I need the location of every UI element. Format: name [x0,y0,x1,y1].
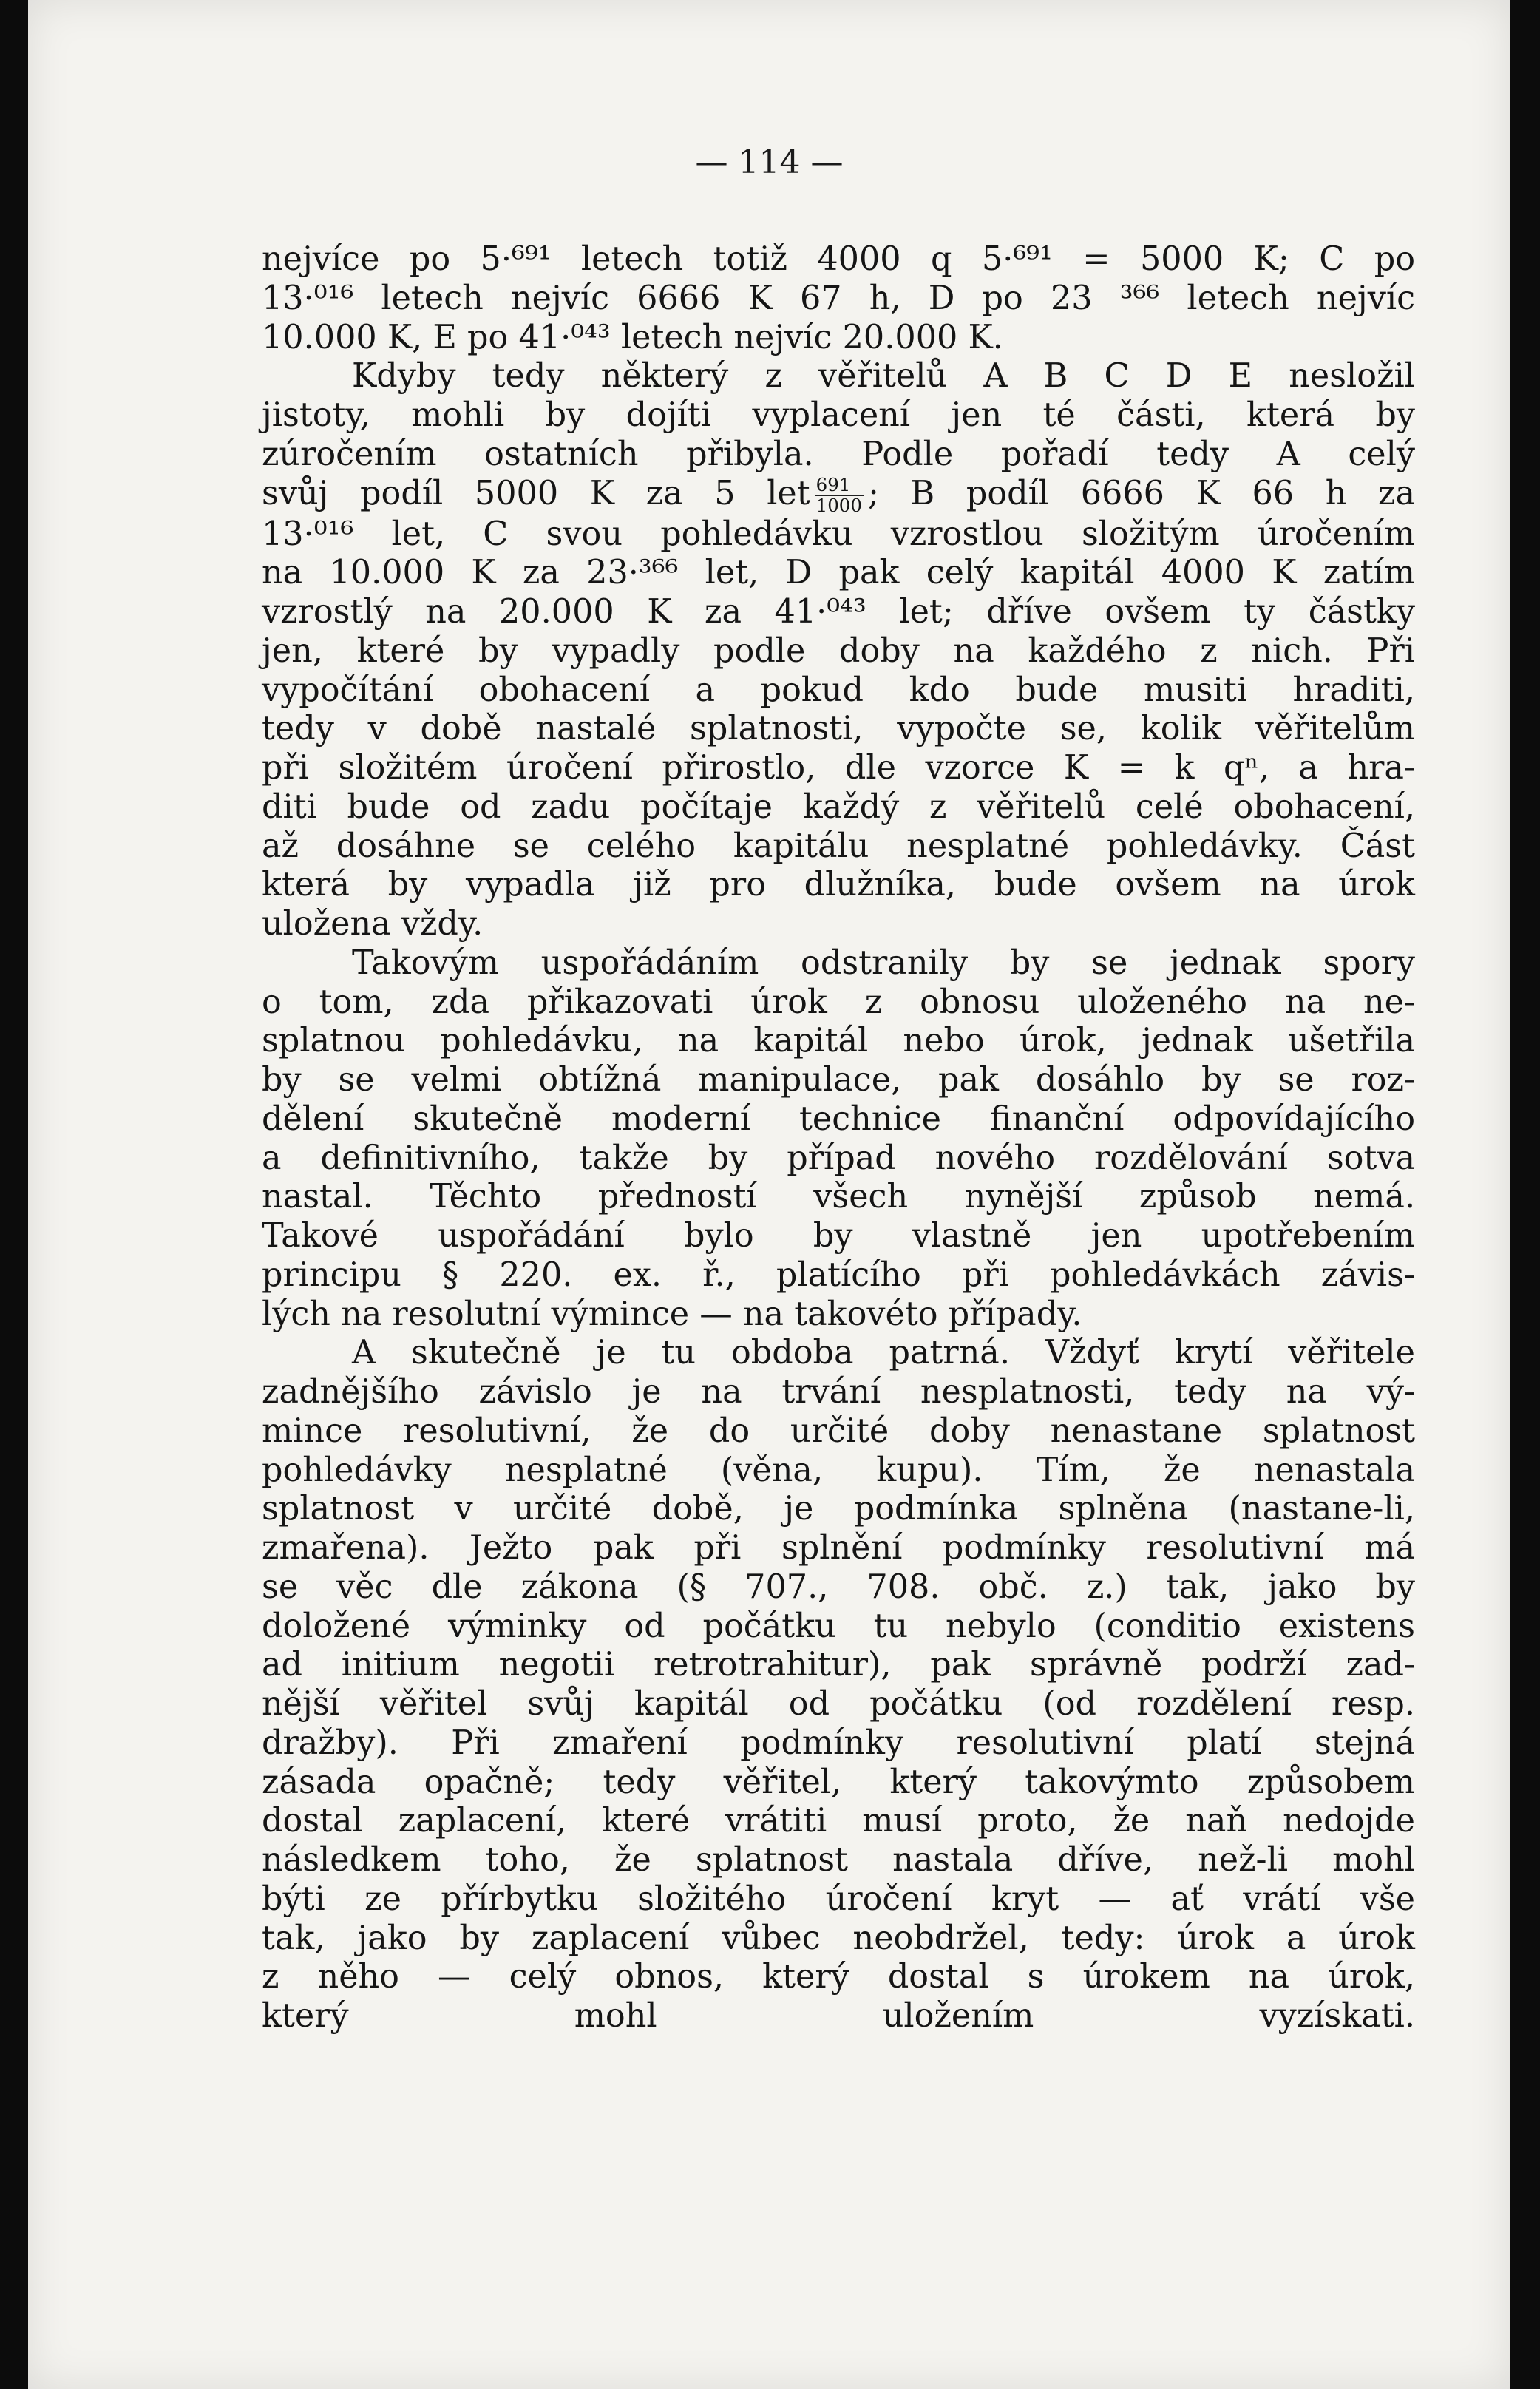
fraction-denominator: 1000 [815,495,862,516]
text-line: o tom, zda přikazovati úrok z obnosu uloženého na ne- [262,983,1415,1021]
text-line: následkem toho, že splatnost nastala dříve, než-li mohl [262,1841,1415,1880]
text-line: mince resolutivní, že do určité doby nenastane splatnost [262,1412,1415,1450]
text-line: tedy v době nastalé splatnosti, vypočte se, kolik věřitelům [262,710,1415,748]
text-line: při složitém úročení přirostlo, dle vzorce K = k qⁿ, a hra- [262,749,1415,787]
text-line: principu § 220. ex. ř., platícího při pohledávkách závis- [262,1256,1415,1294]
text-line: vzrostlý na 20.000 K za 41·⁰⁴³ let; dříve ovšem ty částky [262,593,1415,631]
book-page [28,0,1510,2389]
text-line: se věc dle zákona (§ 707., 708. obč. z.) tak, jako by [262,1568,1415,1606]
text-line: až dosáhne se celého kapitálu nesplatné pohledávky. Část [262,827,1415,865]
paragraph-3 [262,944,1415,1335]
paragraph-4 [262,1334,1415,2036]
text-line: zásada opačně; tedy věřitel, který takovýmto způsobem [262,1763,1415,1801]
page-number: — 114 — [695,143,844,181]
fraction [815,475,864,515]
text-line: by se velmi obtížná manipulace, pak dosáhlo by se roz- [262,1061,1415,1099]
text-line: býti ze přírbytku složitého úročení kryt — ať vrátí vše [262,1880,1415,1918]
text-line: tak, jako by zaplacení vůbec neobdržel, tedy: úrok a úrok [262,1919,1415,1957]
paragraph-1 [262,240,1415,357]
text-line: A skutečně je tu obdoba patrná. Vždyť krytí věřitele [352,1334,1415,1372]
text-line: na 10.000 K za 23·³⁶⁶ let, D pak celý kapitál 4000 K zatím [262,554,1415,592]
text-line: pohledávky nesplatné (věna, kupu). Tím, že nenastala [262,1451,1415,1489]
body-text [262,240,1415,2036]
text-line: a definitivního, takže by případ nového rozdělování sotva [262,1139,1415,1177]
text-line: uložena vždy. [262,905,484,943]
text-line: 10.000 K, E po 41·⁰⁴³ letech nejvíc 20.000 K. [262,318,1003,356]
text-segment: ; B podíl 6666 K 66 h za [867,474,1415,512]
text-line: který mohl uložením vyzískati. [262,1997,1415,2036]
text-line: nejvíce po 5·⁶⁹¹ letech totiž 4000 q 5·⁶⁹¹ = 5000 K; C po [262,240,1415,278]
text-line: jen, které by vypadly podle doby na každého z nich. Při [262,631,1415,670]
text-line: vypočítání obohacení a pokud kdo bude musiti hraditi, [262,671,1415,709]
text-line: jistoty, mohli by dojíti vyplacení jen té části, která by [262,396,1415,434]
text-line: zmařena). Ježto pak při splnění podmínky resolutivní má [262,1529,1415,1568]
text-line: Kdyby tedy některý z věřitelů A B C D E nesložil [352,357,1415,396]
text-line: diti bude od zadu počítaje každý z věřitelů celé obohacení, [262,787,1415,826]
text-line: zúročením ostatních přibyla. Podle pořadí tedy A celý [262,435,1415,473]
text-line: nastal. Těchto předností všech nynější způsob nemá. [262,1178,1415,1216]
text-line: nější věřitel svůj kapitál od počátku (od rozdělení resp. [262,1685,1415,1724]
text-line: Takové uspořádání bylo by vlastně jen upotřebením [262,1217,1415,1256]
text-line: dražby). Při zmaření podmínky resolutivní platí stejná [262,1724,1415,1762]
text-line: dostal zaplacení, které vrátiti musí proto, že naň nedojde [262,1802,1415,1840]
text-line: Takovým uspořádáním odstranily by se jednak spory [352,943,1415,982]
paragraph-2 [262,357,1415,944]
text-line: doložené výminky od počátku tu nebylo (conditio existens [262,1607,1415,1645]
text-line: zadnějšího závislo je na trvání nesplatnosti, tedy na vý- [262,1373,1415,1412]
text-segment: svůj podíl 5000 K za 5 let [262,474,810,512]
text-line: 13·⁰¹⁶ letech nejvíc 6666 K 67 h, D po 23 ³⁶⁶ letech nejvíc [262,279,1415,317]
text-line: lých na resolutní výmince — na takovéto případy. [262,1295,1082,1333]
text-line: 13·⁰¹⁶ let, C svou pohledávku vzrostlou složitým úročením [262,515,1415,553]
text-line: dělení skutečně moderní technice finanční odpovídajícího [262,1099,1415,1138]
text-line: ad initium negotii retrotrahitur), pak správně podrží zad- [262,1646,1415,1684]
fraction-numerator: 691 [815,475,864,496]
text-line: splatnou pohledávku, na kapitál nebo úrok, jednak ušetřila [262,1022,1415,1060]
text-line: která by vypadla již pro dlužníka, bude ovšem na úrok [262,866,1415,904]
text-line: z něho — celý obnos, který dostal s úrokem na úrok, [262,1958,1415,1996]
text-line: splatnost v určité době, je podmínka splněna (nastane-li, [262,1490,1415,1528]
text-line-with-fraction [262,475,1415,515]
